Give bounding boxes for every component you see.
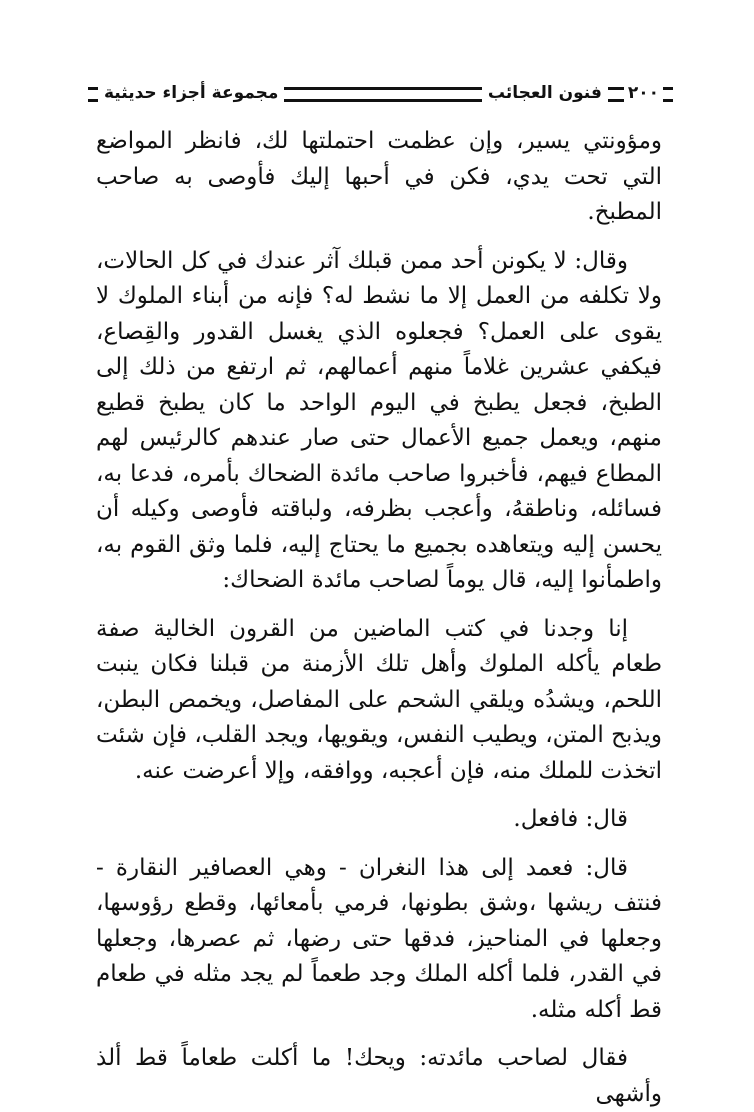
header-rule-right bbox=[663, 87, 673, 102]
series-title: مجموعة أجزاء حديثية bbox=[104, 83, 279, 103]
paragraph: فقال لصاحب مائدته: ويحك! ما أكلت طعاماً قط ألذ وأشهى bbox=[96, 1045, 662, 1107]
header-rule-center bbox=[608, 87, 624, 102]
running-header bbox=[88, 76, 673, 110]
paragraph: قال: فعمد إلى هذا النغران - وهي العصافير النقارة - فنتف ريشها ،وشق بطونها، فرمي بأمعائها، وقطع رؤوسها، وجعلها في المناحيز، فدقها حتى رضها، ثم عصرها، وجعلها في القدر، فلما أكله الملك وجد طعماً لم يجد مثله في طعام قط أكله مثله. bbox=[96, 854, 662, 1023]
header-rule-left bbox=[88, 87, 98, 102]
book-title: فنون العجائب bbox=[487, 83, 602, 103]
header-rule-middle bbox=[284, 87, 481, 102]
paragraph: وقال: لا يكونن أحد ممن قبلك آثر عندك في كل الحالات، ولا تكلفه من العمل إلا ما نشط له؟ فإنه من أبناء الملوك لا يقوى على العمل؟ فجعلوه الذي يغسل القدور والقِصاع، فيكفي عشرين غلاماً منهم أعمالهم، ثم ارتفع من ذلك إلى الطبخ، فجعل يطبخ في اليوم الواحد ما كان يطبخ قطيع منهم، ويعمل جميع الأعمال حتى صار عندهم كالرئيس لهم المطاع فيهم، فأخبروا صاحب مائدة الضحاك بأمره، فدعا به، فسائله، وناطقهُ، وأعجب بظرفه، ولباقته فأوصى وكيله أن يحسن إليه ويتعاهده بجميع ما يحتاج إليه، فلما وثق القوم به، واطمأنوا إليه، قال يوماً لصاحب مائدة الضحاك: bbox=[96, 247, 662, 593]
paragraph: ومؤونتي يسير، وإن عظمت احتملتها لك، فانظر المواضع التي تحت يدي، فكن في أحبها إليك فأوصى به صاحب المطبخ. bbox=[96, 128, 663, 225]
paragraph: قال: فافعل. bbox=[513, 806, 628, 832]
body-text bbox=[96, 124, 662, 1112]
page-number: ٢٠٠ bbox=[627, 83, 659, 103]
paragraph: إنا وجدنا في كتب الماضين من القرون الخالية صفة طعام يأكله الملوك وأهل تلك الأزمنة من قبلنا فكان ينبت اللحم، ويشدُه ويلقي الشحم على المفاصل، ويخمص البطن، ويذبح المتن، ويطيب النفس، ويقويها، ويجد القلب، فإن شئت اتخذت للملك منه، فإن أعجبه، ووافقه، وإلا أعرضت عنه. bbox=[96, 615, 662, 784]
